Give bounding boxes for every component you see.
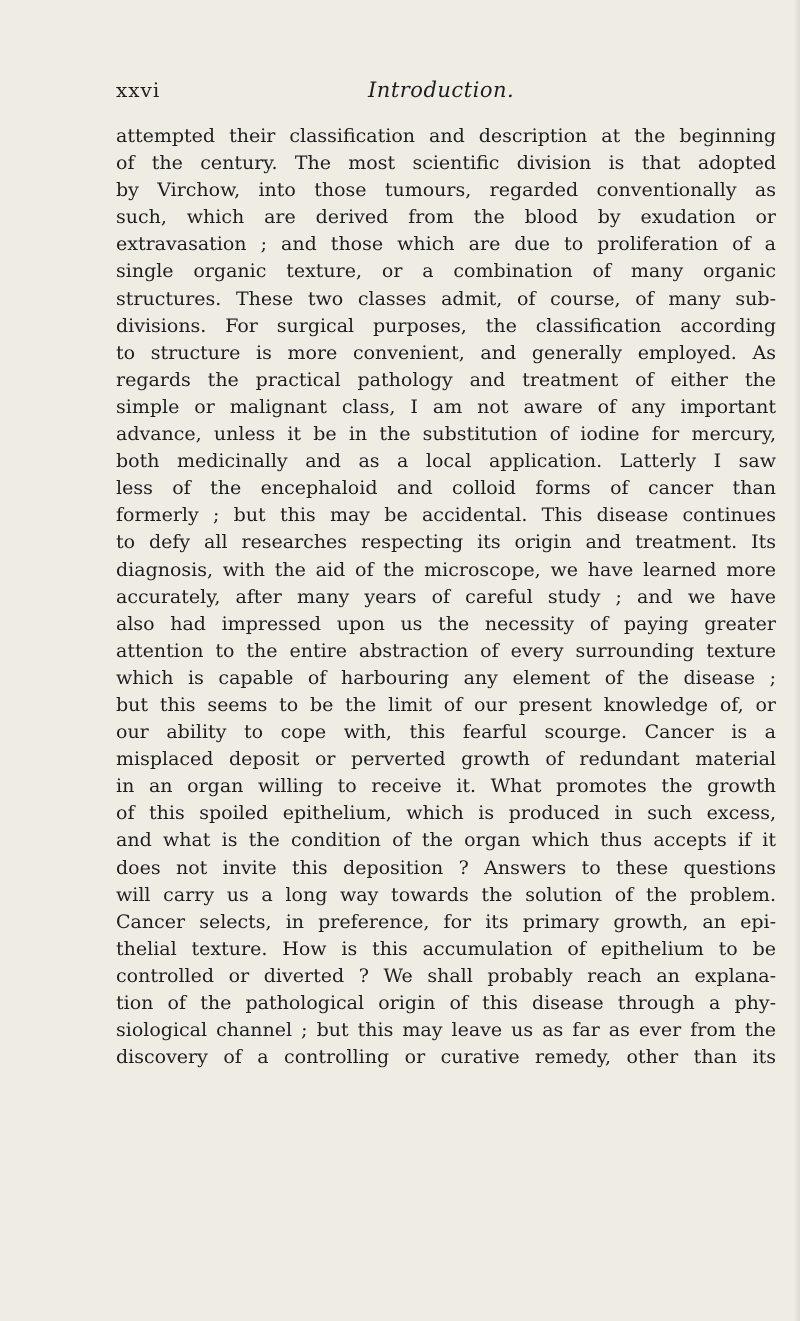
text-line: which is capable of harbouring any element of the disease ; [116,666,776,689]
text-line: misplaced deposit or perverted growth of redundant material [116,748,776,771]
text-line: will carry us a long way towards the solution of the problem. [116,883,776,906]
text-line: to structure is more convenient, and generally employed. As [116,341,776,364]
body-text [116,123,776,1071]
text-line: of this spoiled epithelium, which is produced in such excess, [116,802,776,825]
text-line: by Virchow, into those tumours, regarded conventionally as [116,179,776,202]
text-line: in an organ willing to receive it. What promotes the growth [116,775,776,798]
text-line: discovery of a controlling or curative remedy, other than its [116,1046,776,1069]
text-line: to defy all researches respecting its origin and treatment. Its [116,531,776,554]
text-line: regards the practical pathology and treatment of either the [116,368,776,391]
text-line: does not invite this deposition ? Answers to these questions [116,856,776,879]
text-line: also had impressed upon us the necessity of paying greater [116,612,776,635]
text-line: thelial texture. How is this accumulation of epithelium to be [116,937,776,960]
text-line: less of the encephaloid and colloid forms of cancer than [116,477,776,500]
running-title: Introduction. [368,78,515,102]
text-line: and what is the condition of the organ which thus accepts if it [116,829,776,852]
text-line: our ability to cope with, this fearful scourge. Cancer is a [116,721,776,744]
text-line: Cancer selects, in preference, for its primary growth, an epi- [116,910,776,933]
text-line: structures. These two classes admit, of course, of many sub- [116,287,776,310]
text-line: simple or malignant class, I am not aware of any important [116,395,776,418]
text-line: advance, unless it be in the substitution of iodine for mercury, [116,423,776,446]
text-line: extravasation ; and those which are due to proliferation of a [116,233,776,256]
text-line: diagnosis, with the aid of the microscope, we have learned more [116,558,776,581]
text-line: formerly ; but this may be accidental. This disease continues [116,504,776,527]
text-line: divisions. For surgical purposes, the classification according [116,314,776,337]
text-line: controlled or diverted ? We shall probably reach an explana- [116,964,776,987]
text-line: such, which are derived from the blood by exudation or [116,206,776,229]
text-line: attention to the entire abstraction of every surrounding texture [116,639,776,662]
text-line: single organic texture, or a combination of many organic [116,260,776,283]
text-line: siological channel ; but this may leave us as far as ever from the [116,1019,776,1042]
text-line: attempted their classification and description at the beginning [116,125,776,147]
text-line: tion of the pathological origin of this disease through a phy- [116,992,776,1014]
text-line: both medicinally and as a local application. Latterly I saw [116,450,776,473]
text-line: of the century. The most scientific division is that adopted [116,152,776,175]
text-line: accurately, after many years of careful study ; and we have [116,585,776,608]
text-line: but this seems to be the limit of our present knowledge of, or [116,693,776,716]
page-header [0,78,800,108]
page-number: xxvi [116,78,161,102]
page-edge-shadow [794,0,800,1321]
